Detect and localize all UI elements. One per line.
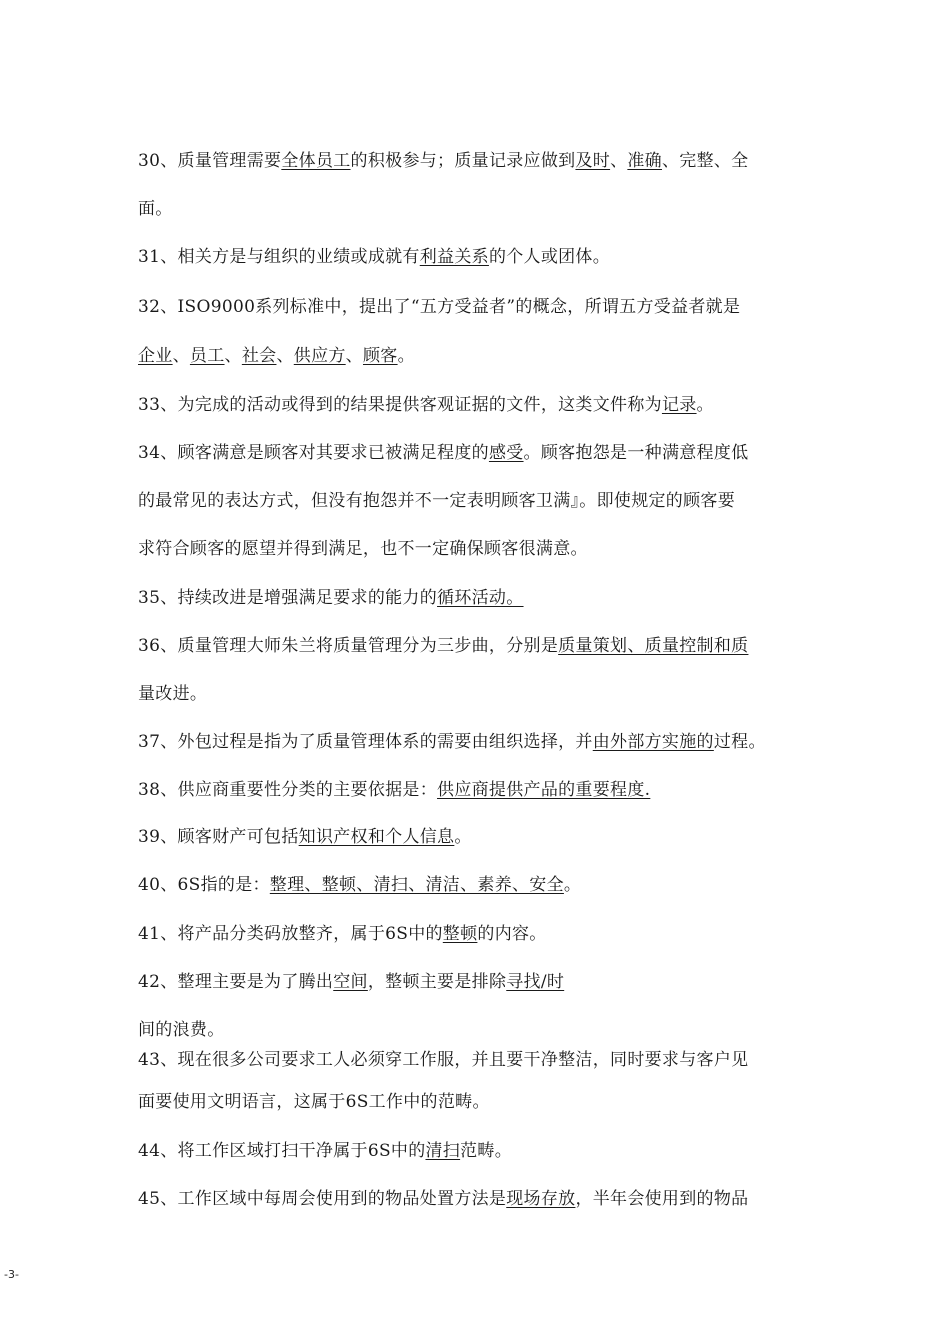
text-line [138, 874, 581, 896]
underlined-answer: 现场存放 [506, 1189, 576, 1209]
underlined-answer: 空间 [333, 972, 368, 992]
text-line [138, 971, 564, 993]
text-line [138, 826, 472, 848]
text-segment: 、 [224, 346, 242, 366]
text-segment: 42、整理主要是为了腾出 [138, 972, 334, 992]
text-segment: 、 [276, 346, 294, 366]
underlined-answer: 员工 [189, 346, 225, 366]
text-line [138, 150, 748, 172]
text-line [138, 296, 740, 318]
text-segment: 。 [696, 395, 714, 415]
page-number: -3- [4, 1268, 19, 1281]
text-segment: 35、持续改进是增强满足要求的能力的 [138, 588, 438, 608]
text-segment: 。 [454, 827, 472, 847]
text-segment: 33、为完成的活动或得到的结果提供客观证据的文件，这类文件称为 [138, 395, 662, 415]
underlined-answer: 清扫 [425, 1141, 461, 1161]
text-segment: 面。 [138, 199, 173, 219]
underlined-answer: 顾客 [362, 346, 398, 366]
text-segment: 、 [345, 346, 363, 366]
underlined-answer: 准确 [627, 151, 662, 171]
text-segment: ，半年会使用到的物品 [575, 1189, 749, 1209]
underlined-answer: 利益关系 [419, 247, 489, 267]
underlined-answer: 感受 [488, 443, 524, 463]
underlined-answer: 企业 [138, 346, 173, 366]
text-segment: 。顾客抱怨是一种满意程度低 [523, 443, 749, 463]
text-segment: 44、将工作区域打扫干净属于6S中的 [138, 1141, 426, 1161]
underlined-answer: 供应商提供产品的重要程度. [437, 780, 651, 800]
text-line [138, 635, 748, 657]
text-segment: 。 [563, 875, 582, 895]
text-segment: 量改进。 [138, 684, 208, 704]
underlined-answer: 社会 [241, 346, 277, 366]
text-segment: 38、供应商重要性分类的主要依据是： [138, 780, 438, 800]
text-segment: 32、ISO9000系列标准中，提出了“五方受益者”的概念，所谓五方受益者就是 [138, 297, 741, 317]
text-line [138, 1140, 512, 1162]
text-segment: 间的浪费。 [138, 1020, 225, 1040]
text-line [138, 198, 173, 220]
text-segment: 31、相关方是与组织的业绩或成就有 [138, 247, 420, 267]
text-segment: 。 [397, 346, 415, 366]
text-segment: 36、质量管理大师朱兰将质量管理分为三步曲，分别是 [138, 636, 559, 656]
underlined-answer: 由外部方实施的 [592, 732, 714, 752]
text-segment: 40、6S指的是： [138, 875, 270, 895]
text-line [138, 923, 547, 945]
text-segment: 45、工作区域中每周会使用到的物品处置方法是 [138, 1189, 507, 1209]
text-segment: 、 [172, 346, 190, 366]
underlined-answer: 及时 [575, 151, 611, 171]
text-line [138, 442, 748, 464]
text-segment: 39、顾客财产可包括 [138, 827, 299, 847]
text-line [138, 779, 650, 801]
underlined-answer: 整顿 [442, 924, 478, 944]
text-line [138, 1049, 748, 1071]
text-segment: 43、现在很多公司要求工人必须穿工作服，并且要干净整洁，同时要求与客户见 [138, 1050, 749, 1070]
text-segment: 34、顾客满意是顾客对其要求已被满足程度的 [138, 443, 489, 463]
underlined-answer: 循环活动。 [437, 588, 524, 608]
text-segment: ，整顿主要是排除 [367, 972, 507, 992]
text-line [138, 538, 588, 560]
text-segment: 的个人或团体。 [488, 247, 611, 267]
text-line [138, 1188, 748, 1210]
underlined-answer: 知识产权和个人信息 [298, 827, 455, 847]
text-line [138, 683, 207, 705]
text-segment: 过程。 [713, 732, 766, 752]
underlined-answer: 记录 [661, 395, 697, 415]
text-segment: 37、外包过程是指为了质量管理体系的需要由组织选择，并 [138, 732, 593, 752]
text-segment: 的内容。 [477, 924, 547, 944]
text-line [138, 731, 766, 753]
underlined-answer: 质量策划、质量控制和质 [558, 636, 749, 656]
text-segment: 、完整、全 [661, 151, 749, 171]
text-line [138, 1091, 490, 1113]
text-line [138, 246, 610, 268]
text-segment: 、 [610, 151, 628, 171]
underlined-answer: 寻找/时 [506, 972, 565, 992]
underlined-answer: 供应方 [293, 346, 346, 366]
text-line [138, 394, 714, 416]
text-segment: 30、质量管理需要 [138, 151, 282, 171]
text-line [138, 587, 524, 609]
text-segment: 的最常见的表达方式，但没有抱怨并不一定表明顾客卫满』。即使规定的顾客要 [138, 491, 735, 511]
underlined-answer: 全体员工 [281, 151, 351, 171]
text-segment: 41、将产品分类码放整齐，属于6S中的 [138, 924, 443, 944]
text-line [138, 490, 735, 512]
text-segment: 的积极参与；质量记录应做到 [350, 151, 576, 171]
text-line [138, 1019, 225, 1041]
text-segment: 范畴。 [460, 1141, 513, 1161]
text-segment: 求符合顾客的愿望并得到满足，也不一定确保顾客很满意。 [138, 539, 588, 559]
text-segment: 面要使用文明语言，这属于6S工作中的范畴。 [138, 1092, 490, 1112]
underlined-answer: 整理、整顿、清扫、清洁、素养、安全 [269, 875, 564, 895]
text-line [138, 345, 415, 367]
